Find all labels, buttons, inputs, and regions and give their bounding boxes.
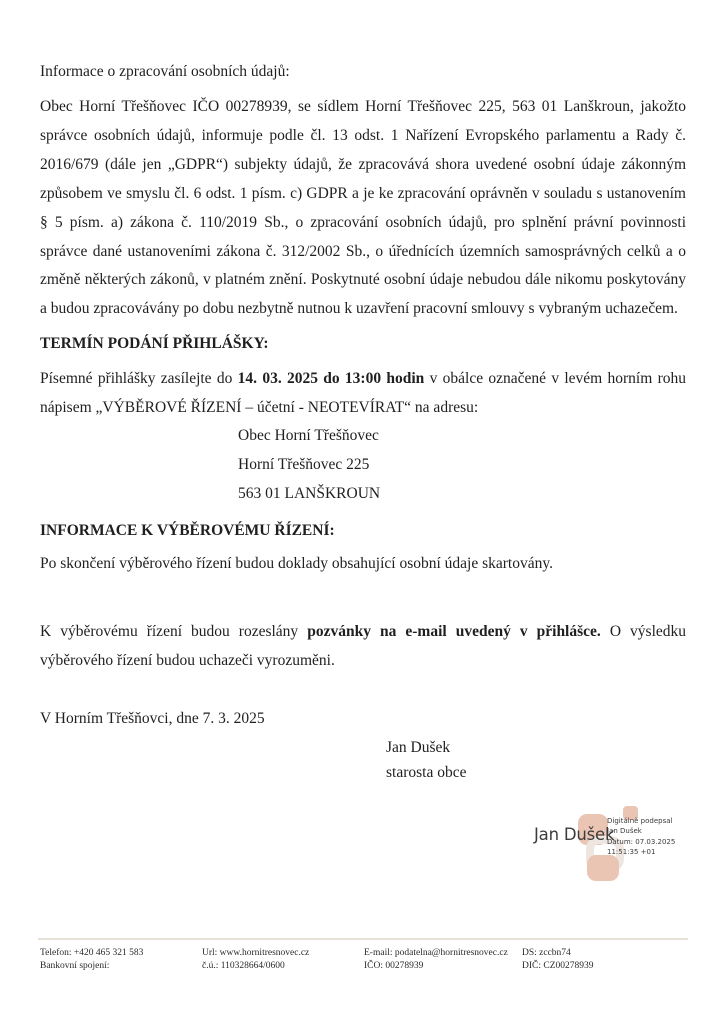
info-text-post: O výsledku výběrového řízení budou uchazeči vyrozuměni. (40, 623, 687, 669)
footer-phone: Telefon: +420 465 321 583 (40, 948, 144, 958)
footer-ds: DS: zccbn74 (522, 948, 571, 958)
info-text-pre: K výběrovému řízení budou rozeslány (40, 623, 308, 640)
address-line-3: 563 01 LANŠKROUN (238, 485, 381, 502)
deadline-text-post: v obálce označené v levém horním rohu nápisem „VÝBĚROVÉ ŘÍZENÍ – účetní - NEOTEVÍRAT“ na adresu: (40, 370, 686, 416)
address-line-1: Obec Horní Třešňovec (238, 427, 379, 444)
footer-column-contact (40, 947, 143, 972)
info-paragraph-1: Po skončení výběrového řízení budou doklady obsahující osobní údaje skartovány. (40, 555, 553, 572)
place-date-line: V Horním Třešňovci, dne 7. 3. 2025 (40, 710, 265, 727)
signer-block (386, 736, 466, 786)
address-block (238, 421, 380, 508)
info-heading: INFORMACE K VÝBĚROVÉMU ŘÍZENÍ: (40, 522, 335, 539)
footer-column-web (202, 947, 309, 972)
footer-bank: Bankovní spojení: (40, 960, 110, 971)
footer-column-ids (522, 947, 594, 972)
footer-account: č.ú.: 110328664/0600 (202, 960, 285, 971)
intro-line: Informace o zpracování osobních údajů: (40, 63, 290, 80)
deadline-text-pre: Písemné přihlášky zasílejte do (40, 370, 238, 387)
signer-name: Jan Dušek (386, 739, 451, 756)
address-line-2: Horní Třešňovec 225 (238, 456, 370, 473)
footer-dic: DIČ: CZ00278939 (522, 960, 594, 971)
deadline-text-bold: 14. 03. 2025 do 13:00 hodin (237, 370, 425, 387)
stamp-blob-icon (587, 855, 619, 881)
stamp-detail-line-3: Datum: 07.03.2025 (607, 837, 676, 846)
stamp-detail-line-4: 11:51:35 +01 (607, 847, 656, 856)
stamp-detail-line-2: Jan Dušek (607, 827, 642, 836)
footer-column-email (364, 947, 508, 972)
signer-role: starosta obce (386, 763, 467, 781)
stamp-detail-line-1: Digitálně podepsal (607, 817, 673, 825)
info-text-bold: pozvánky na e-mail uvedený v přihlášce. (307, 623, 601, 640)
stamp-details (607, 816, 675, 857)
footer-divider (38, 938, 688, 940)
stamp-signer-name: Jan Dušek (534, 825, 615, 844)
footer-url: Url: www.hornitresnovec.cz (202, 948, 310, 958)
deadline-paragraph (40, 364, 686, 422)
deadline-heading: TERMÍN PODÁNÍ PŘIHLÁŠKY: (40, 335, 269, 352)
digital-signature-stamp (534, 799, 712, 895)
footer-email: E-mail: podatelna@hornitresnovec.cz (364, 948, 508, 958)
info-paragraph-2 (40, 617, 686, 675)
footer-ico: IČO: 00278939 (364, 960, 424, 971)
gdpr-paragraph: Obec Horní Třešňovec IČO 00278939, se sídlem Horní Třešňovec 225, 563 01 Lanškroun, jakožto správce osobních údajů, informuje podle čl. 13 odst. 1 Nařízení Evropského parlamentu a Rady č. 2016/679 (dále jen „GDPR“) subjekty údajů, že zpracovává shora uvedené osobní údaje zákonným způsobem ve smyslu čl. 6 odst. 1 písm. c) GDPR a je ke zpracování oprávněn v souladu s ustanovením § 5 písm. a) zákona č. 110/2019 Sb., o zpracování osobních údajů, pro splnění právní povinnosti správce dané ustanoveními zákona č. 312/2002 Sb., o úřednících územních samosprávných celků a o změně některých zákonů, v platném znění. Poskytnuté osobní údaje nebudou dále nikomu poskytovány a budou zpracovávány po dobu nezbytně nutnou k uzavření pracovní smlouvy s vybraným uchazečem. (40, 98, 686, 318)
